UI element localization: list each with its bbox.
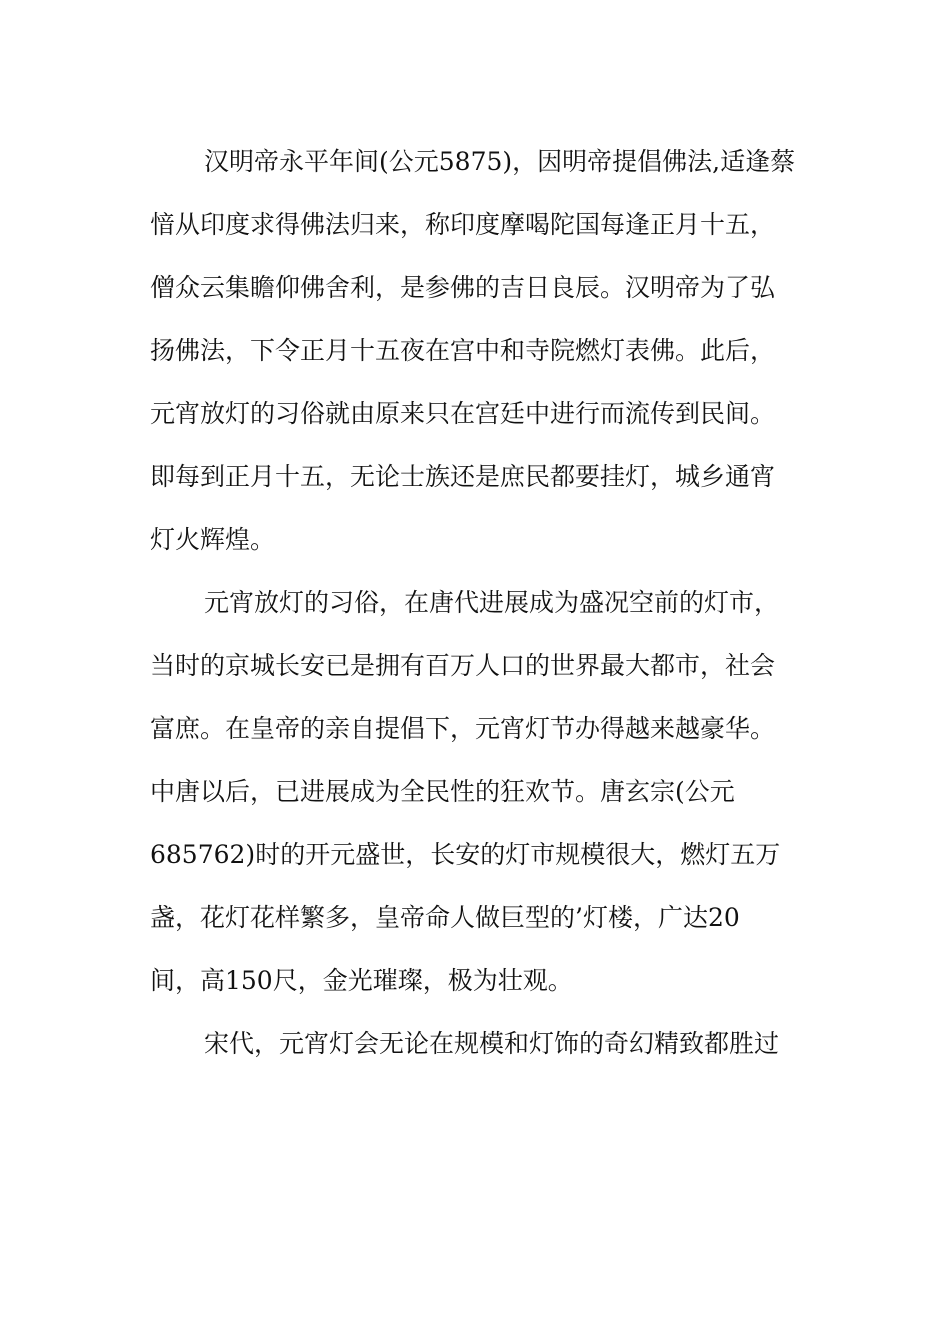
paragraph-line: 间，高150尺，金光璀璨，极为壮观。 xyxy=(150,966,573,995)
paragraph-line: 盏，花灯花样繁多，皇帝命人做巨型的’灯楼，广达20 xyxy=(150,903,740,932)
paragraph-line: 元宵放灯的习俗就由原来只在宫廷中进行而流传到民间。 xyxy=(150,399,776,428)
document-body xyxy=(150,130,830,1075)
paragraph-1 xyxy=(150,130,830,571)
paragraph-line: 扬佛法，下令正月十五夜在宫中和寺院燃灯表佛。此后， xyxy=(150,336,776,365)
paragraph-line: 即每到正月十五，无论士族还是庶民都要挂灯，城乡通宵 xyxy=(150,462,776,491)
paragraph-line: 元宵放灯的习俗，在唐代进展成为盛况空前的灯市， xyxy=(204,588,780,617)
paragraph-line: 富庶。在皇帝的亲自提倡下，元宵灯节办得越来越豪华。 xyxy=(150,714,776,743)
paragraph-line: 当时的京城长安已是拥有百万人口的世界最大都市，社会 xyxy=(150,651,776,680)
paragraph-line: 宋代，元宵灯会无论在规模和灯饰的奇幻精致都胜过 xyxy=(204,1029,780,1058)
paragraph-line: 僧众云集瞻仰佛舍利，是参佛的吉日良辰。汉明帝为了弘 xyxy=(150,273,776,302)
paragraph-line: 愔从印度求得佛法归来，称印度摩喝陀国每逢正月十五， xyxy=(150,210,776,239)
paragraph-line: 汉明帝永平年间(公元5875)，因明帝提倡佛法,适逢蔡 xyxy=(204,147,796,176)
paragraph-3 xyxy=(150,1012,830,1075)
paragraph-2 xyxy=(150,571,830,1012)
paragraph-line: 685762)时的开元盛世，长安的灯市规模很大，燃灯五万 xyxy=(150,840,781,869)
paragraph-line: 中唐以后，已进展成为全民性的狂欢节。唐玄宗(公元 xyxy=(150,777,735,806)
paragraph-line: 灯火辉煌。 xyxy=(150,525,276,554)
